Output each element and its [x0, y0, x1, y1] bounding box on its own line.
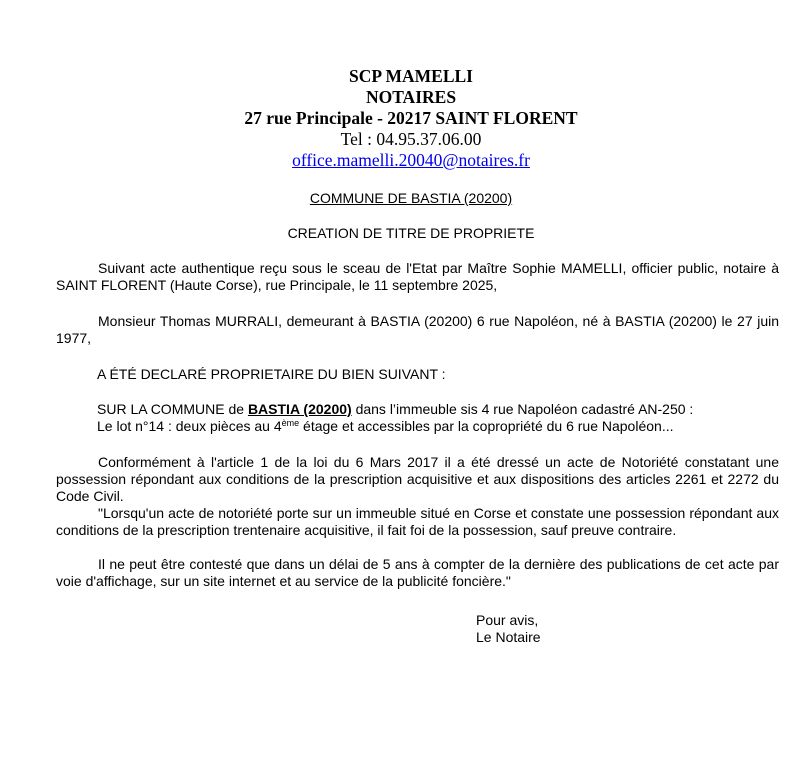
- commune-title: COMMUNE DE BASTIA (20200): [309, 190, 513, 206]
- firm-phone: Tel : 04.95.37.06.00: [340, 129, 482, 149]
- paragraph-contest: Il ne peut être contesté que dans un délai de 5 ans à compter de la dernière des publications de cet acte par voie d'affichage, sur un site internet et au service de la publicité foncière.": [56, 556, 779, 589]
- lot-superscript: ème: [281, 418, 300, 428]
- paragraph-quote: "Lorsqu'un acte de notoriété porte sur un immeuble situé en Corse et constate une possession répondant aux conditions de la prescription trentenaire acquisitive, il fait foi de la possession, sauf preuve contraire.: [56, 505, 779, 538]
- signature-line-1: Pour avis,: [476, 612, 539, 628]
- lot-prefix: Le lot n°14 : deux pièces au 4: [97, 418, 282, 434]
- property-description: [97, 401, 787, 435]
- lot-suffix: étage et accessibles par la copropriété du 6 rue Napoléon...: [299, 418, 674, 434]
- property-suffix: dans l’immeuble sis 4 rue Napoléon cadastré AN-250 :: [351, 401, 694, 417]
- paragraph-act: Suivant acte authentique reçu sous le sceau de l'Etat par Maître Sophie MAMELLI, officier public, notaire à SAINT FLORENT (Haute Corse), rue Principale, le 11 septembre 2025,: [56, 260, 779, 293]
- property-commune: BASTIA (20200): [247, 401, 352, 417]
- firm-name: SCP MAMELLI: [349, 66, 473, 86]
- paragraph-owner: Monsieur Thomas MURRALI, demeurant à BASTIA (20200) 6 rue Napoléon, né à BASTIA (20200) le 27 juin 1977,: [56, 313, 779, 346]
- document-title: CREATION DE TITRE DE PROPRIETE: [287, 225, 535, 241]
- firm-email-link[interactable]: office.mamelli.20040@notaires.fr: [292, 150, 530, 170]
- property-prefix: SUR LA COMMUNE de: [97, 401, 248, 417]
- paragraph-declaration: A ÉTÉ DECLARÉ PROPRIETAIRE DU BIEN SUIVANT :: [97, 366, 446, 382]
- firm-profession: NOTAIRES: [365, 87, 457, 107]
- signature-block: [476, 612, 541, 646]
- firm-address: 27 rue Principale - 20217 SAINT FLORENT: [244, 108, 578, 128]
- signature-line-2: Le Notaire: [476, 629, 541, 645]
- letterhead: [0, 66, 806, 171]
- paragraph-notoriety: Conformément à l'article 1 de la loi du 6 Mars 2017 il a été dressé un acte de Notoriété constatant une possession répondant aux conditions de la prescription acquisitive et aux dispositions des articles 2261 et 2272 du Code Civil.: [56, 454, 779, 504]
